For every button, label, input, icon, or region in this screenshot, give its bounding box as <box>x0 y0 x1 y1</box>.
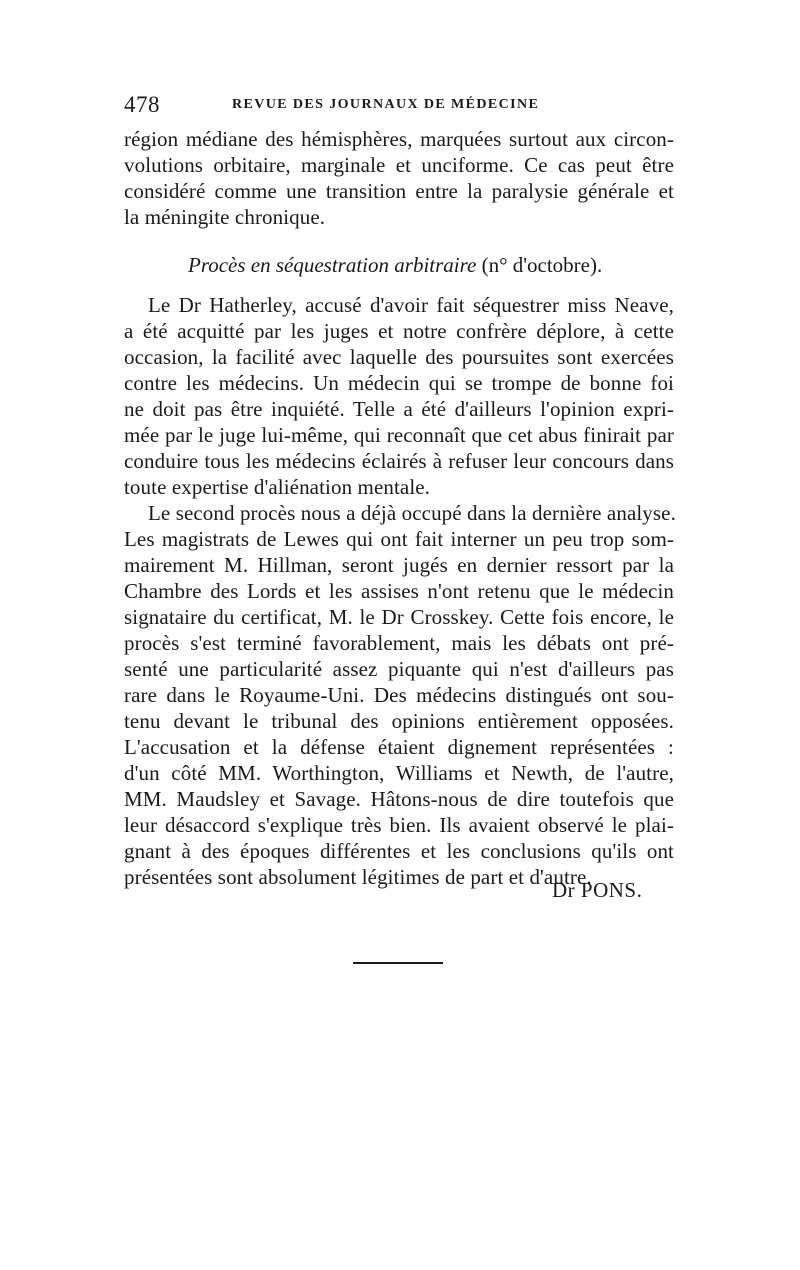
text-line: Le second procès nous a déjà occupé dans la dernière analyse. <box>148 501 676 525</box>
journal-title: REVUE DES JOURNAUX DE MÉDECINE <box>232 97 540 112</box>
text-line: procès s'est terminé favorablement, mais les débats ont pré- <box>124 631 674 655</box>
text-line: occasion, la facilité avec laquelle des poursuites sont exercées <box>124 345 674 369</box>
text-line: présentées sont absolument légitimes de part et d'autre. <box>124 865 592 889</box>
text-line: leur désaccord s'explique très bien. Ils avaient observé le plai- <box>124 813 674 837</box>
text-line: tenu devant le tribunal des opinions entièrement opposées. <box>124 709 674 733</box>
text-line: L'accusation et la défense étaient dignement représentées : <box>124 735 674 759</box>
text-line: mairement M. Hillman, seront jugés en dernier ressort par la <box>124 553 674 577</box>
text-line: senté une particularité assez piquante qui n'est d'ailleurs pas <box>124 657 674 681</box>
end-rule <box>353 962 443 964</box>
text-line: région médiane des hémisphères, marquées surtout aux circon- <box>124 127 674 151</box>
running-header <box>124 92 684 122</box>
text-line: d'un côté MM. Worthington, Williams et Newth, de l'autre, <box>124 761 674 785</box>
author-signature: Dr PONS. <box>552 878 643 902</box>
text-line: MM. Maudsley et Savage. Hâtons-nous de dire toutefois que <box>124 787 674 811</box>
page-number: 478 <box>124 92 160 117</box>
section-heading <box>188 253 602 278</box>
text-line: signataire du certificat, M. le Dr Crosskey. Cette fois encore, le <box>124 605 674 629</box>
text-line: mée par le juge lui-même, qui reconnaît que cet abus finirait par <box>124 423 674 447</box>
text-line: ne doit pas être inquiété. Telle a été d'ailleurs l'opinion expri- <box>124 397 674 421</box>
text-line: Chambre des Lords et les assises n'ont retenu que le médecin <box>124 579 674 603</box>
text-line: Le Dr Hatherley, accusé d'avoir fait séquestrer miss Neave, <box>148 293 674 317</box>
section-heading-title: Procès en séquestration arbitraire <box>188 253 477 277</box>
text-line: rare dans le Royaume-Uni. Des médecins distingués ont sou- <box>124 683 674 707</box>
text-line: volutions orbitaire, marginale et unciforme. Ce cas peut être <box>124 153 674 177</box>
text-line: conduire tous les médecins éclairés à refuser leur concours dans <box>124 449 674 473</box>
text-line: la méningite chronique. <box>124 205 326 229</box>
text-line: gnant à des époques différentes et les conclusions qu'ils ont <box>124 839 674 863</box>
text-line: contre les médecins. Un médecin qui se trompe de bonne foi <box>124 371 674 395</box>
text-line: considéré comme une transition entre la paralysie générale et <box>124 179 674 203</box>
section-heading-source: (n° d'octobre). <box>476 253 603 277</box>
text-line: a été acquitté par les juges et notre confrère déplore, à cette <box>124 319 674 343</box>
text-line: Les magistrats de Lewes qui ont fait interner un peu trop som- <box>124 527 674 551</box>
text-line: toute expertise d'aliénation mentale. <box>124 475 431 499</box>
